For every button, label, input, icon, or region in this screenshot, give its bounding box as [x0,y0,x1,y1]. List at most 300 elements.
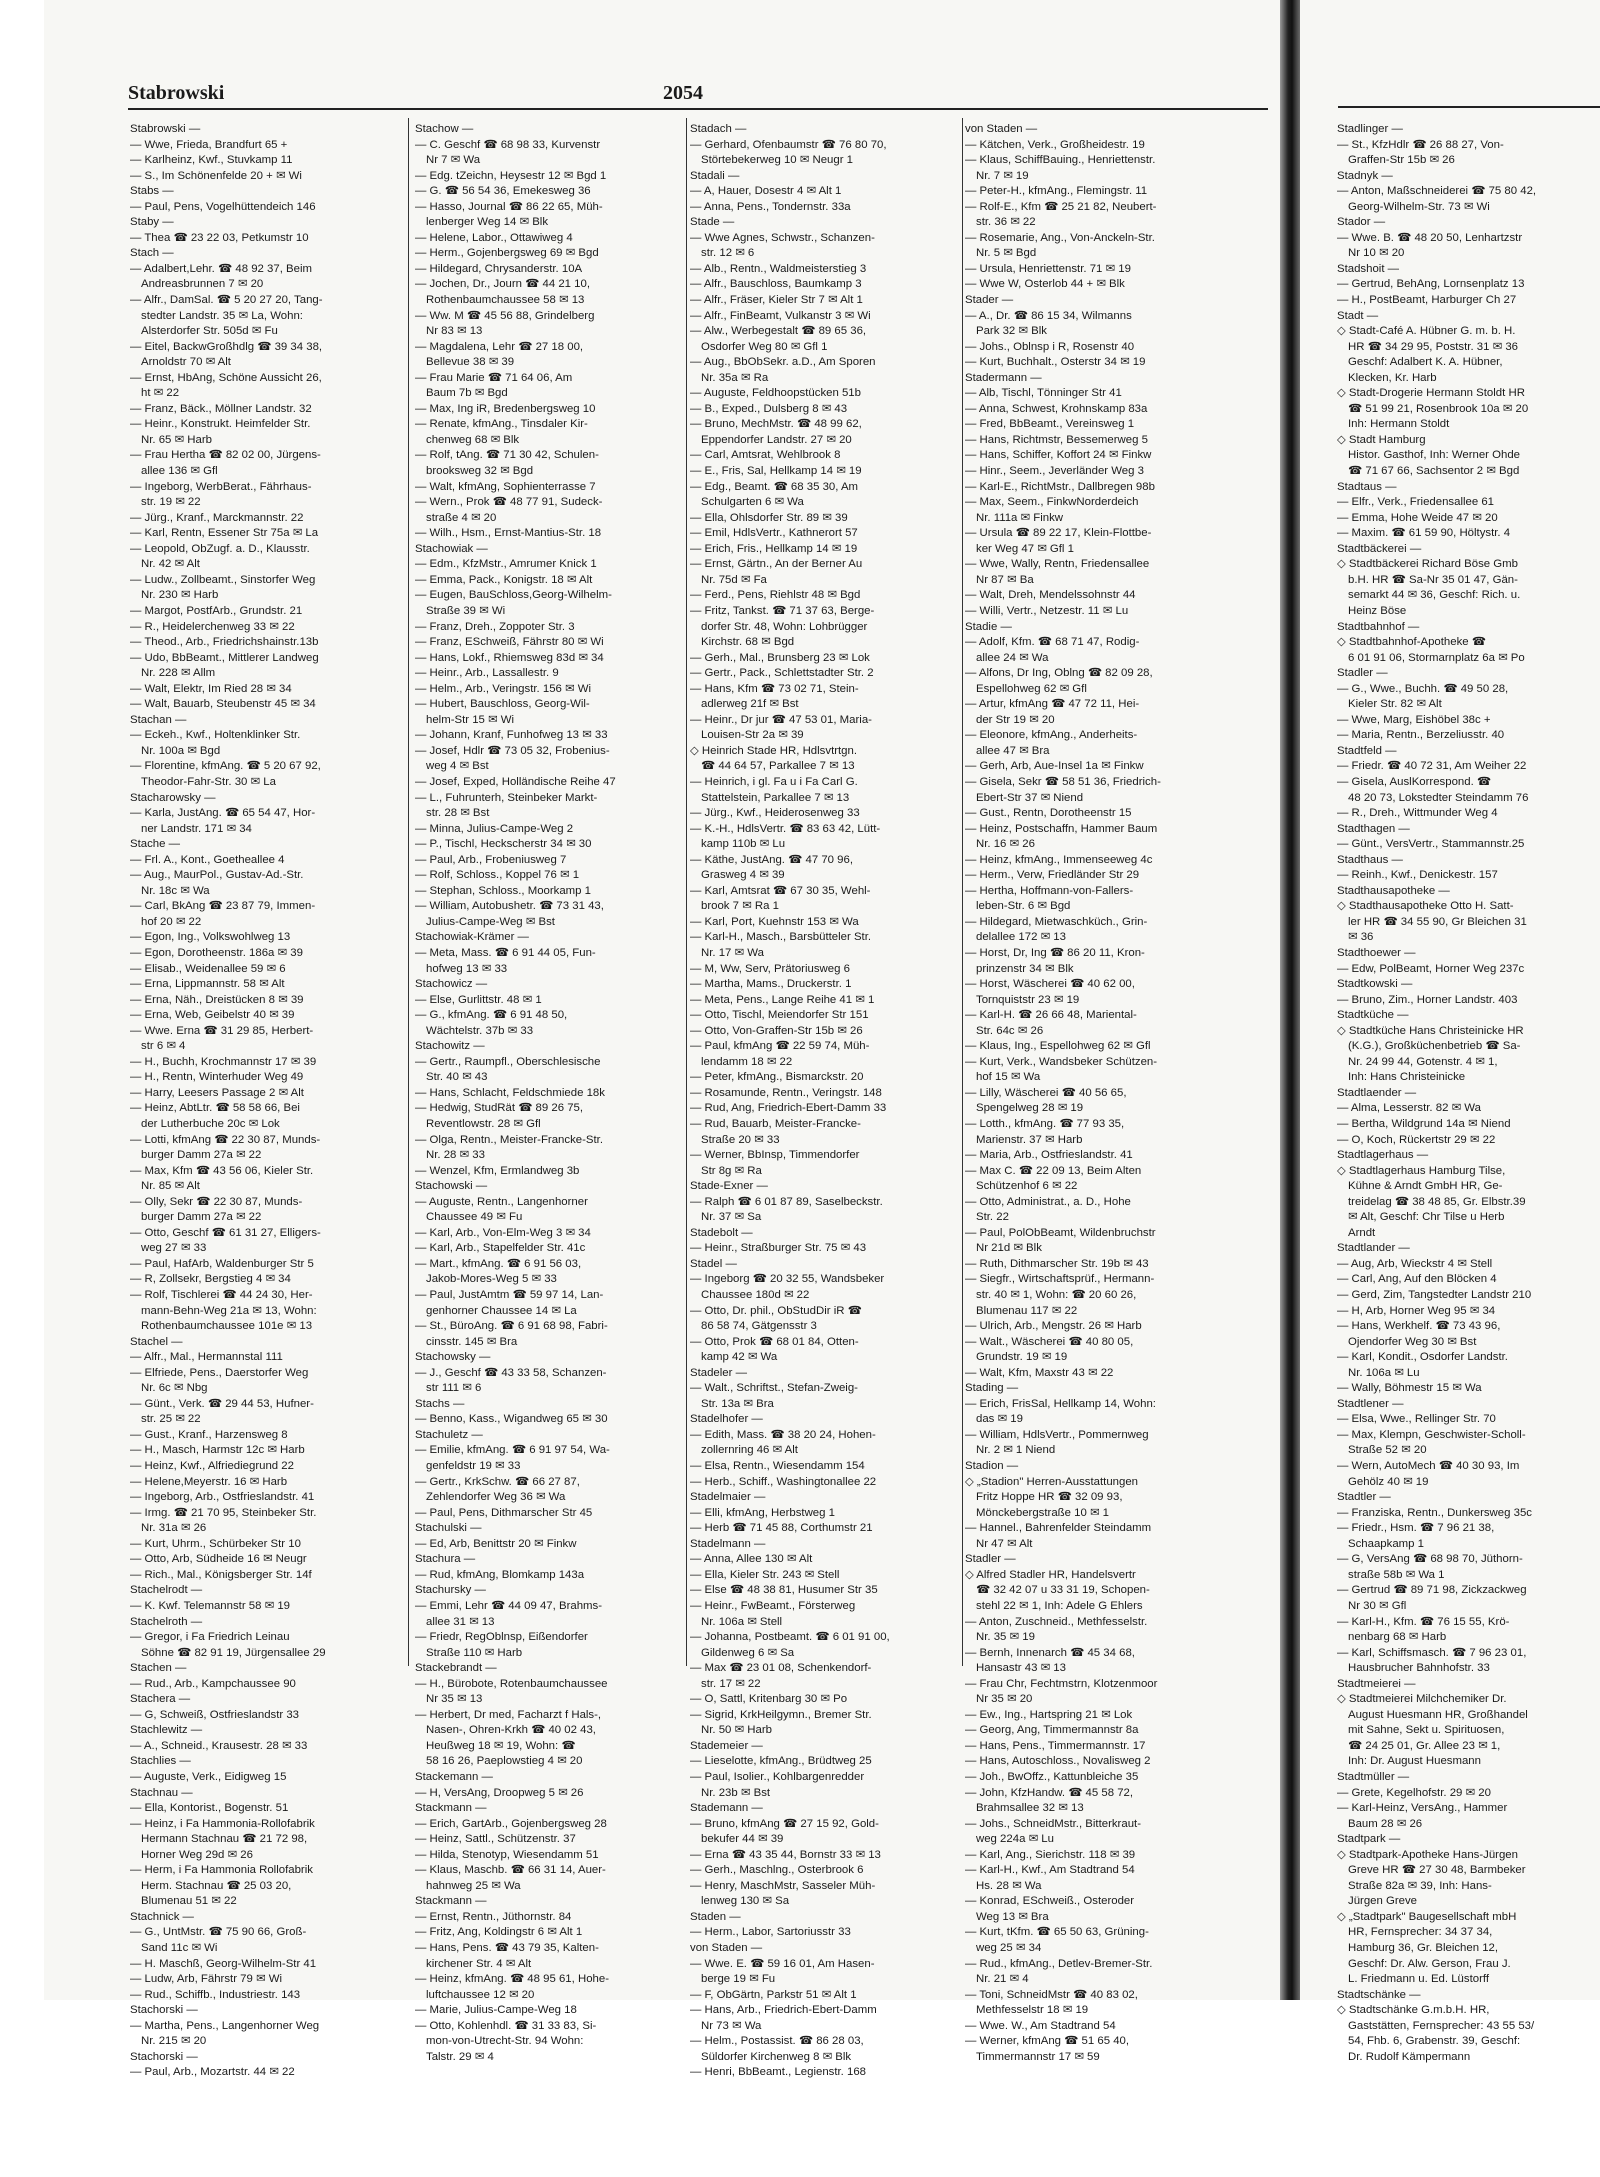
entry-continuation: Chaussee 180d ✉ 22 [701,1289,810,1302]
entry-continuation: Nr 7 ✉ Wa [426,154,481,167]
directory-entry: — Auguste, Feldhoopstücken 51b [690,387,861,400]
entry-continuation: hahnweg 25 ✉ Wa [426,1879,521,1892]
directory-entry: — Gisela, Sekr ☎ 58 51 36, Friedrich- [965,775,1161,788]
entry-continuation: str. 12 ✉ 6 [701,247,755,260]
directory-entry: — Franz, ESchweiß, Fährstr 80 ✉ Wi [415,636,604,649]
directory-entry: — Gertrud ☎ 89 71 98, Zickzackweg [1337,1584,1527,1597]
entry-continuation: allee 136 ✉ Gfl [141,465,218,478]
entry-continuation: Nr 21d ✉ Blk [976,1242,1042,1255]
entry-continuation: Nr. 2 ✉ 1 Niend [976,1444,1056,1457]
directory-entry: — Gisela, AuslKorrespond. ☎ [1337,775,1492,788]
surname-heading: Stadtschänke — [1337,1988,1421,2001]
directory-entry: — Rud., kfmAng., Detlev-Bremer-Str. [965,1957,1153,1970]
directory-entry: — O, Sattl, Kritenbarg 30 ✉ Po [690,1693,848,1706]
directory-entry: — Walt., Schriftst., Stefan-Zweig- [690,1382,858,1395]
entry-continuation: Nr. 23b ✉ Bst [701,1786,771,1799]
entry-continuation: Nr. 50 ✉ Harb [701,1724,772,1737]
directory-entry: ◇ Stadtküche Hans Christeinicke HR [1337,1024,1524,1037]
entry-continuation: str. 40 ✉ 1, Wohn: ☎ 20 60 26, [976,1289,1137,1302]
entry-continuation: Marienstr. 37 ✉ Harb [976,1133,1083,1146]
surname-heading: Stachowiak — [415,542,488,555]
entry-continuation: stedter Landstr. 35 ✉ La, Wohn: [141,309,303,322]
surname-heading: Stachow — [415,123,474,135]
surname-heading: Stadtler — [1337,1491,1391,1504]
directory-entry: — Erna, Näh., Dreistücken 8 ✉ 39 [130,993,304,1006]
entry-continuation: Nr 83 ✉ 13 [426,325,483,338]
directory-entry: — Karl, Ang., Sierichstr. 118 ✉ 39 [965,1848,1136,1861]
directory-entry: — Ingeborg, Arb., Ostfrieslandstr. 41 [130,1491,315,1504]
directory-entry: — L., Fuhrunterh, Steinbeker Markt- [415,791,598,804]
entry-continuation: der Lutherbuche 20c ✉ Lok [141,1118,280,1130]
directory-entry: — H, VersAng, Droopweg 5 ✉ 26 [415,1786,584,1799]
surname-heading: Stadtlander — [1337,1242,1410,1255]
entry-continuation: der Str 19 ✉ 20 [976,713,1055,726]
entry-continuation: Tornquiststr 23 ✉ 19 [976,993,1080,1006]
column-divider [686,118,687,1666]
entry-continuation: berge 19 ✉ Fu [701,1973,776,1986]
entry-continuation: August Huesmann HR, Großhandel [1348,1708,1528,1721]
directory-entry: — John, KfzHandw. ☎ 45 58 72, [965,1786,1134,1799]
directory-entry: — Frl. A., Kont., Goetheallee 4 [130,853,285,866]
entry-continuation: ht ✉ 22 [141,387,180,400]
directory-entry: ◇ Stadtlagerhaus Hamburg Tilse, [1337,1164,1506,1177]
directory-entry: — Ursula, Henriettenstr. 71 ✉ 19 [965,262,1131,275]
entry-continuation: str. 25 ✉ 22 [141,1413,201,1426]
directory-entry: — Gregor, i Fa Friedrich Leinau [130,1631,290,1644]
directory-entry: — Ella, Kieler Str. 243 ✉ Stell [690,1568,840,1581]
page-header [128,78,1268,112]
directory-entry: — Paul, HafArb, Waldenburger Str 5 [130,1257,314,1270]
entry-continuation: Str. 40 ✉ 43 [426,1071,488,1084]
entry-continuation: Nr 10 ✉ 20 [1348,247,1405,260]
entry-continuation: Inh: Hermann Stoldt [1348,418,1450,431]
directory-entry: — Fred, BbBeamt., Vereinsweg 1 [965,418,1135,431]
directory-column-2 [415,122,685,2063]
directory-entry: — Helene,Meyerstr. 16 ✉ Harb [130,1475,288,1488]
surname-heading: Stachowicz — [415,978,488,991]
surname-heading: Stading — [965,1382,1019,1395]
entry-continuation: dorfer Str. 48, Wohn: Lohbrügger [701,620,868,633]
entry-continuation: Nr. 42 ✉ Alt [141,558,200,571]
directory-entry: — Heinz, Kwf., Alfriediegrund 22 [130,1460,294,1473]
directory-entry: — Edith, Mass. ☎ 38 20 24, Hohen- [690,1428,876,1441]
entry-continuation: Nr. 17 ✉ Wa [701,946,764,959]
directory-entry: — G., UntMstr. ☎ 75 90 66, Groß- [130,1926,307,1939]
directory-entry: — Frau Hertha ☎ 82 02 00, Jürgens- [130,449,321,462]
directory-entry: — Wwe, Marg, Eishöbel 38c + [1337,713,1491,726]
directory-entry: — Hans, Lokf., Rhiemsweg 83d ✉ 34 [415,651,604,664]
surname-heading: Stachowitz — [415,1040,485,1053]
directory-entry: — R, Zollsekr, Bergstieg 4 ✉ 34 [130,1273,291,1286]
directory-entry: — Rosemarie, Ang., Von-Anckeln-Str. [965,231,1155,244]
directory-entry: — Kurt, Buchhalt., Osterstr 34 ✉ 19 [965,356,1146,369]
directory-entry: — H., Masch, Harmstr 12c ✉ Harb [130,1444,305,1457]
directory-entry: — Horst, Wäscherei ☎ 40 62 00, [965,978,1135,991]
directory-entry: ◇ Stadtmeierei Milchchemiker Dr. [1337,1693,1507,1706]
directory-entry: — Aug., MaurPol., Gustav-Ad.-Str. [130,869,304,882]
entry-continuation: Baum 7b ✉ Bgd [426,387,508,400]
directory-entry: — Lieselotte, kfmAng., Brüdtweg 25 [690,1755,872,1768]
directory-entry: — Otto, Dr. phil., ObStudDir iR ☎ [690,1304,862,1317]
directory-entry: — Joh., BwOffz., Kattunbleiche 35 [965,1770,1139,1783]
entry-continuation: kamp 42 ✉ Wa [701,1351,778,1364]
surname-heading: Stacharowsky — [130,791,216,804]
directory-entry: — Rud, Ang, Friedrich-Ebert-Damm 33 [690,1102,887,1115]
directory-entry: — Wwe Agnes, Schwstr., Schanzen- [690,231,875,244]
entry-continuation: Weg 13 ✉ Bra [976,1910,1049,1923]
directory-entry: — Gertr., Raumpfl., Oberschlesische [415,1055,601,1068]
entry-continuation: (K.G.), Großküchenbetrieb ☎ Sa- [1348,1040,1521,1053]
directory-entry: — Karl, Kondit., Osdorfer Landstr. [1337,1351,1508,1364]
directory-entry: — Gerd, Zim, Tangstedter Landstr 210 [1337,1289,1532,1302]
surname-heading: Stachura — [415,1553,476,1566]
facing-page-column [1337,122,1600,2063]
directory-entry: — Max ☎ 23 01 08, Schenkendorf- [690,1662,872,1675]
entry-continuation: L. Friedmann u. Ed. Lüstorff [1348,1973,1489,1986]
surname-heading: Stadtbahnhof — [1337,620,1420,633]
directory-entry: — Martha, Mams., Druckerstr. 1 [690,978,852,991]
directory-entry: — Edg., Beamt. ☎ 68 35 30, Am [690,480,859,493]
directory-entry: — Hertha, Hoffmann-von-Fallers- [965,884,1134,897]
directory-entry: — Renate, kfmAng., Tinsdaler Kir- [415,418,588,431]
directory-entry: ◇ „Stadion" Herren-Ausstattungen [965,1475,1138,1488]
directory-entry: — William, HdlsVertr., Pommernweg [965,1428,1149,1441]
entry-continuation: Nr. 37 ✉ Sa [701,1211,762,1224]
directory-entry: — Martha, Pens., Langenhorner Weg [130,2019,320,2032]
directory-entry: — Anna, Allee 130 ✉ Alt [690,1553,813,1566]
directory-entry: — Wwe. W., Am Stadtrand 54 [965,2019,1116,2032]
entry-continuation: Gildenweg 6 ✉ Sa [701,1646,795,1659]
directory-entry: — Erna, Web, Geibelstr 40 ✉ 39 [130,1009,295,1022]
entry-continuation: allee 31 ✉ 13 [426,1615,495,1628]
entry-continuation: Andreasbrunnen 7 ✉ 20 [141,278,264,291]
directory-entry: — Jürg., Kranf., Marckmannstr. 22 [130,511,304,524]
directory-entry: — Friedr., Hsm. ☎ 7 96 21 38, [1337,1522,1495,1535]
directory-entry: — Hans, Werkhelf. ☎ 73 43 96, [1337,1320,1501,1333]
directory-entry: — Alfons, Dr Ing, Oblng ☎ 82 09 28, [965,667,1153,680]
directory-entry: — Otto, Arb, Südheide 16 ✉ Neugr [130,1553,307,1566]
directory-entry: — Marie, Julius-Campe-Weg 18 [415,2004,577,2017]
entry-continuation: Zehlendorfer Weg 36 ✉ Wa [426,1491,566,1504]
surname-heading: Stachorski — [130,2004,198,2017]
directory-entry: — Peter, kfmAng., Bismarckstr. 20 [690,1071,864,1084]
directory-entry: — Otto, Administrat., a. D., Hohe [965,1195,1131,1208]
directory-entry: — K.-H., HdlsVertr. ☎ 83 63 42, Lütt- [690,822,881,835]
surname-heading: Stachelrodt — [130,1584,203,1597]
surname-heading: Stadion — [965,1460,1019,1473]
directory-entry: — Ingeborg ☎ 20 32 55, Wandsbeker [690,1273,885,1286]
entry-continuation: Nr. 35a ✉ Ra [701,371,769,384]
directory-entry: — Kurt, tKfm. ☎ 65 50 63, Grüning- [965,1926,1149,1939]
directory-entry: — Johanna, Postbeamt. ☎ 6 01 91 00, [690,1631,890,1644]
directory-entry: — Rud., Arb., Kampchaussee 90 [130,1677,296,1690]
directory-entry: — Alfr., FinBeamt, Vulkanstr 3 ✉ Wi [690,309,871,322]
directory-entry: — Rich., Mal., Königsberger Str. 14f [130,1568,312,1581]
surname-heading: Stadler — [1337,667,1388,680]
directory-entry: — Johann, Kranf, Funhofweg 13 ✉ 33 [415,729,608,742]
directory-entry: — Thea ☎ 23 22 03, Petkumstr 10 [130,231,309,244]
directory-entry: — Benno, Kass., Wigandweg 65 ✉ 30 [415,1413,608,1426]
entry-continuation: Spengelweg 28 ✉ 19 [976,1102,1084,1115]
directory-entry: — Alfr., Fräser, Kieler Str 7 ✉ Alt 1 [690,294,863,307]
directory-entry: — Alw., Werbegestalt ☎ 89 65 36, [690,325,867,338]
directory-entry: — Egon, Ing., Volkswohlweg 13 [130,931,291,944]
surname-heading: Stadtlagerhaus — [1337,1149,1429,1162]
entry-continuation: Straße 110 ✉ Harb [426,1646,523,1659]
directory-entry: — Karl-H., Masch., Barsbütteler Str. [690,931,872,944]
directory-entry: — Eitel, BackwGroßhdlg ☎ 39 34 38, [130,340,323,353]
entry-continuation: Espellohweg 62 ✉ Gfl [976,682,1087,695]
entry-continuation: Baum 28 ✉ 26 [1348,1817,1423,1830]
entry-continuation: Schützenhof 6 ✉ 22 [976,1180,1078,1193]
directory-entry: — Rud, kfmAng, Blomkamp 143a [415,1568,585,1581]
surname-heading: Stadtlaender — [1337,1086,1417,1099]
directory-entry: — Sigrid, KrkHeilgymn., Bremer Str. [690,1708,872,1721]
directory-entry: — Ernst, Gärtn., An der Berner Au [690,558,863,571]
entry-continuation: Nr 30 ✉ Gfl [1348,1599,1407,1612]
directory-entry: — Jürg., Kwf., Heiderosenweg 33 [690,807,860,820]
directory-entry: — Rolf, Schloss., Koppel 76 ✉ 1 [415,869,580,882]
directory-entry: — Fritz, Ang, Koldingstr 6 ✉ Alt 1 [415,1926,583,1939]
surname-heading: Stador — [1337,216,1386,229]
surname-heading: Stachlewitz — [130,1724,203,1737]
entry-continuation: Straße 39 ✉ Wi [426,604,506,617]
directory-entry: — Gerh., Maschlng., Osterbrook 6 [690,1864,864,1877]
directory-entry: — Johs., Oblnsp i R, Rosenstr 40 [965,340,1135,353]
directory-entry: ◇ Stadtbäckerei Richard Böse Gmb [1337,558,1518,571]
surname-heading: Stademeier — [690,1739,763,1752]
directory-entry: — J., Geschf ☎ 43 33 58, Schanzen- [415,1366,607,1379]
directory-entry: — A., Dr. ☎ 86 15 34, Wilmanns [965,309,1132,322]
entry-continuation: Schulgarten 6 ✉ Wa [701,496,804,509]
surname-heading: Stachnau — [130,1786,193,1799]
directory-entry: — Ludw, Arb, Fährstr 79 ✉ Wi [130,1973,282,1986]
entry-continuation: Nr 47 ✉ Alt [976,1537,1033,1550]
entry-continuation: hof 20 ✉ 22 [141,915,202,928]
entry-continuation: Gaststätten, Fernsprecher: 43 55 53/ [1348,2019,1535,2032]
entry-continuation: lenberger Weg 14 ✉ Blk [426,216,549,229]
directory-entry: — Helm., Arb., Veringstr. 156 ✉ Wi [415,682,592,695]
directory-entry: — Heinz, kfmAng., Immenseeweg 4c [965,853,1153,866]
directory-entry: — Margot, PostfArb., Grundstr. 21 [130,604,303,617]
entry-continuation: allee 24 ✉ Wa [976,651,1049,664]
surname-heading: Stackmann — [415,1802,487,1815]
directory-entry: — Lotth., kfmAng. ☎ 77 93 35, [965,1118,1125,1130]
entry-continuation: Nr. 85 ✉ Alt [141,1180,200,1193]
directory-entry: — Elfr., Verk., Friedensallee 61 [1337,496,1495,509]
directory-entry: — Max C. ☎ 22 09 13, Beim Alten [965,1164,1142,1177]
entry-continuation: Kieler Str. 82 ✉ Alt [1348,698,1442,711]
entry-continuation: genfeldstr 19 ✉ 33 [426,1460,521,1473]
entry-continuation: Hausbrucher Bahnhofstr. 33 [1348,1662,1490,1675]
entry-continuation: Kirchstr. 68 ✉ Bgd [701,636,795,649]
entry-continuation: Hermann Stachnau ☎ 21 72 98, [141,1833,308,1846]
surname-heading: Stachursky — [415,1584,486,1597]
entry-continuation: mann-Behn-Weg 21a ✉ 13, Wohn: [141,1304,317,1317]
directory-entry: — B., Exped., Dulsberg 8 ✉ 43 [690,402,848,415]
surname-heading: Stachulski — [415,1522,482,1535]
directory-entry: — Gertr., Pack., Schlettstadter Str. 2 [690,667,874,680]
entry-continuation: 6 01 91 06, Stormarnplatz 6a ✉ Po [1348,651,1525,664]
directory-entry: — Hasso, Journal ☎ 86 22 65, Müh- [415,200,603,213]
directory-entry: — Rolf-E., Kfm ☎ 25 21 82, Neubert- [965,200,1157,213]
entry-continuation: genhorner Chaussee 14 ✉ La [426,1304,577,1317]
entry-continuation: nenbarg 68 ✉ Harb [1348,1631,1447,1644]
facing-page-header [1338,96,1600,108]
surname-heading: Stachowsky — [415,1351,491,1364]
entry-continuation: Söhne ☎ 82 91 19, Jürgensallee 29 [141,1646,326,1659]
directory-entry: — Hans, Autoschloss., Novalisweg 2 [965,1755,1151,1768]
entry-continuation: adlerweg 21f ✉ Bst [701,698,799,711]
directory-entry: — Elsa, Wwe., Rellinger Str. 70 [1337,1413,1496,1426]
directory-entry: — Anna, Schwest, Krohnskamp 83a [965,402,1148,415]
directory-entry: ◇ „Stadtpark" Baugesellschaft mbH [1337,1910,1517,1923]
directory-entry: — Bruno, kfmAng ☎ 27 15 92, Gold- [690,1817,879,1830]
surname-heading: Stadt — [1337,309,1379,322]
entry-continuation: Nr. 21 ✉ 4 [976,1973,1029,1986]
directory-entry: — Kurt, Uhrm., Schürbeker Str 10 [130,1537,301,1550]
directory-entry: — H., PostBeamt, Harburger Ch 27 [1337,294,1517,307]
directory-entry: — A., Schneid., Krausestr. 28 ✉ 33 [130,1739,308,1752]
directory-entry: — Wwe. Erna ☎ 31 29 85, Herbert- [130,1024,314,1037]
entry-continuation: Mönckebergstraße 10 ✉ 1 [976,1506,1110,1519]
surname-heading: Stachowiak-Krämer — [415,931,529,944]
directory-entry: — E., Fris, Sal, Hellkamp 14 ✉ 19 [690,465,862,478]
entry-continuation: b.H. HR ☎ Sa-Nr 35 01 47, Gän- [1348,573,1518,586]
directory-column-4 [965,122,1270,2063]
directory-entry: — Ww. M ☎ 45 56 88, Grindelberg [415,309,595,322]
directory-entry: — Mart., kfmAng. ☎ 6 91 56 03, [415,1257,582,1270]
entry-continuation: bekufer 44 ✉ 39 [701,1833,784,1846]
directory-entry: — Rud, Bauarb, Meister-Francke- [690,1118,861,1130]
directory-entry: — Kätchen, Verk., Großheidestr. 19 [965,138,1145,151]
directory-entry: — Lotti, kfmAng ☎ 22 30 87, Munds- [130,1133,321,1146]
surname-heading: Stadach — [690,123,747,135]
entry-continuation: stehl 22 ✉ 1, Inh: Adele G Ehlers [976,1599,1143,1612]
entry-continuation: helm-Str 15 ✉ Wi [426,713,515,726]
header-rule [1338,106,1600,108]
directory-entry: — Elfriede, Pens., Daerstorfer Weg [130,1366,309,1379]
entry-continuation: Grundstr. 19 ✉ 19 [976,1351,1068,1364]
entry-continuation: Fritz Hoppe HR ☎ 32 09 93, [976,1491,1123,1504]
entry-continuation: weg 25 ✉ 34 [976,1941,1042,1954]
directory-entry: — Paul, Arb., Frobeniusweg 7 [415,853,567,866]
surname-heading: Stachorski — [130,2050,198,2063]
entry-continuation: straße 4 ✉ 20 [426,511,497,524]
scan-margin [0,0,44,2000]
directory-entry: — Anton, Zuschneid., Methfesselstr. [965,1615,1148,1628]
entry-continuation: Brahmsallee 32 ✉ 13 [976,1802,1084,1815]
entry-continuation: Sand 11c ✉ Wi [141,1941,218,1954]
directory-entry: — Heinr., Straßburger Str. 75 ✉ 43 [690,1242,867,1255]
directory-entry: — Herm, i Fa Hammonia Rollofabrik [130,1864,313,1877]
directory-entry: — Reinh., Kwf., Denickestr. 157 [1337,869,1498,882]
directory-entry: — Ingeborg, WerbBerat., Fährhaus- [130,480,312,493]
directory-entry: — Maxim. ☎ 61 59 90, Höltystr. 4 [1337,527,1511,540]
entry-continuation: Str. 64c ✉ 26 [976,1024,1044,1037]
directory-entry: — Wern., Prok ☎ 48 77 91, Sudeck- [415,496,603,509]
directory-entry: ◇ Heinrich Stade HR, Hdlsvtrtgn. [690,744,858,757]
surname-heading: Stachel — [130,1335,183,1348]
directory-entry: — Wenzel, Kfm, Ermlandweg 3b [415,1164,580,1177]
entry-continuation: delallee 172 ✉ 13 [976,931,1066,944]
surname-heading: Stabrowski — [130,123,201,135]
directory-entry: — Henry, MaschMstr, Sasseler Müh- [690,1879,876,1892]
surname-heading: von Staden — [965,123,1038,135]
entry-continuation: Nr. 100a ✉ Bgd [141,744,221,757]
entry-continuation: Nr. 111a ✉ Finkw [976,511,1063,524]
directory-entry: — Klaus, Ing., Espellohweg 62 ✉ Gfl [965,1040,1151,1053]
entry-continuation: Park 32 ✉ Blk [976,325,1047,338]
surname-heading: Stadermann — [965,371,1042,384]
directory-entry: — Willi, Vertr., Netzestr. 11 ✉ Lu [965,604,1129,617]
directory-entry: ◇ Stadthausapotheke Otto H. Satt- [1337,900,1514,913]
entry-continuation: Hansastr 43 ✉ 13 [976,1662,1066,1675]
entry-continuation: str. 36 ✉ 22 [976,216,1036,229]
directory-entry: — Hilda, Stenotyp, Wiesendamm 51 [415,1848,599,1861]
directory-entry: — H., Rentn, Winterhuder Weg 49 [130,1071,304,1084]
entry-continuation: ker Weg 47 ✉ Gfl 1 [976,542,1074,555]
entry-continuation: Heußweg 18 ✉ 19, Wohn: ☎ [426,1739,576,1752]
entry-continuation: Rothenbaumchaussee 58 ✉ 13 [426,294,585,307]
directory-entry: — Ed, Arb, Benittstr 20 ✉ Finkw [415,1537,577,1550]
directory-entry: — Karl, Amtsrat ☎ 67 30 35, Wehl- [690,884,871,897]
entry-continuation: 58 16 26, Paeplowstieg 4 ✉ 20 [426,1755,583,1768]
surname-heading: Stachan — [130,713,187,726]
entry-continuation: Jürgen Greve [1348,1895,1418,1908]
surname-heading: Stadtaus — [1337,480,1397,493]
directory-entry: — Magdalena, Lehr ☎ 27 18 00, [415,340,584,353]
directory-column-3 [690,122,960,2079]
directory-entry: — Wilh., Hsm., Ernst-Mantius-Str. 18 [415,527,602,540]
directory-entry: — Josef, Exped, Holländische Reihe 47 [415,775,616,788]
directory-entry: ◇ Stadt-Café A. Hübner G. m. b. H. [1337,325,1516,338]
directory-entry: — Johs., SchneidMstr., Bitterkraut- [965,1817,1141,1830]
directory-entry: — Karl-H., Kfm. ☎ 76 15 55, Krö- [1337,1615,1510,1628]
entry-continuation: mon-von-Utrecht-Str. 94 Wohn: [426,2035,584,2048]
directory-entry: — Carl, Amtsrat, Wehlbrook 8 [690,449,841,462]
entry-continuation: 54, Fhb. 6, Grabenstr. 39, Geschf: [1348,2035,1521,2048]
directory-entry: — H., Buchh, Krochmannstr 17 ✉ 39 [130,1055,317,1068]
entry-continuation: Nr. 28 ✉ 33 [426,1149,485,1162]
directory-entry: — Alfr., Mal., Hermannstal 111 [130,1351,283,1364]
directory-entry: — Ralph ☎ 6 01 87 89, Saselbeckstr. [690,1195,883,1208]
surname-heading: Stade — [690,216,735,229]
surname-heading: Stabs — [130,185,174,198]
entry-continuation: Str. 22 [976,1211,1009,1224]
directory-entry: — Ferd., Pens, Riehlstr 48 ✉ Bgd [690,589,861,602]
surname-heading: Stach — [130,247,174,260]
directory-entry: — Franz, Dreh., Zoppoter Str. 3 [415,620,575,633]
directory-entry: — Toni, SchneidMstr ☎ 40 83 02, [965,1988,1138,2001]
entry-continuation: Blumenau 51 ✉ 22 [141,1895,237,1908]
surname-heading: Stachlies — [130,1755,191,1768]
directory-entry: — Walt, kfmAng, Sophienterrasse 7 [415,480,596,493]
directory-entry: — Herb., Schiff., Washingtonallee 22 [690,1475,877,1488]
entry-continuation: Nr. 24 99 44, Gotenstr. 4 ✉ 1, [1348,1055,1498,1068]
entry-continuation: das ✉ 19 [976,1413,1023,1426]
surname-heading: Stadeler — [690,1366,747,1379]
header-rule [128,108,1268,110]
directory-entry: — Herm., Verw, Friedländer Str 29 [965,869,1140,882]
surname-heading: Stadali — [690,169,740,182]
directory-entry: — Alb, Tischl, Tönninger Str 41 [965,387,1122,400]
directory-entry: — Ernst, Rentn., Jüthornstr. 84 [415,1910,572,1923]
directory-entry: — Friedr, RegOblnsp, Eißendorfer [415,1631,588,1644]
directory-entry: — Erich, GartArb., Gojenbergsweg 28 [415,1817,607,1830]
surname-heading: Stadelhofer — [690,1413,763,1426]
entry-continuation: Geschf: Adalbert K. A. Hübner, [1348,356,1503,369]
